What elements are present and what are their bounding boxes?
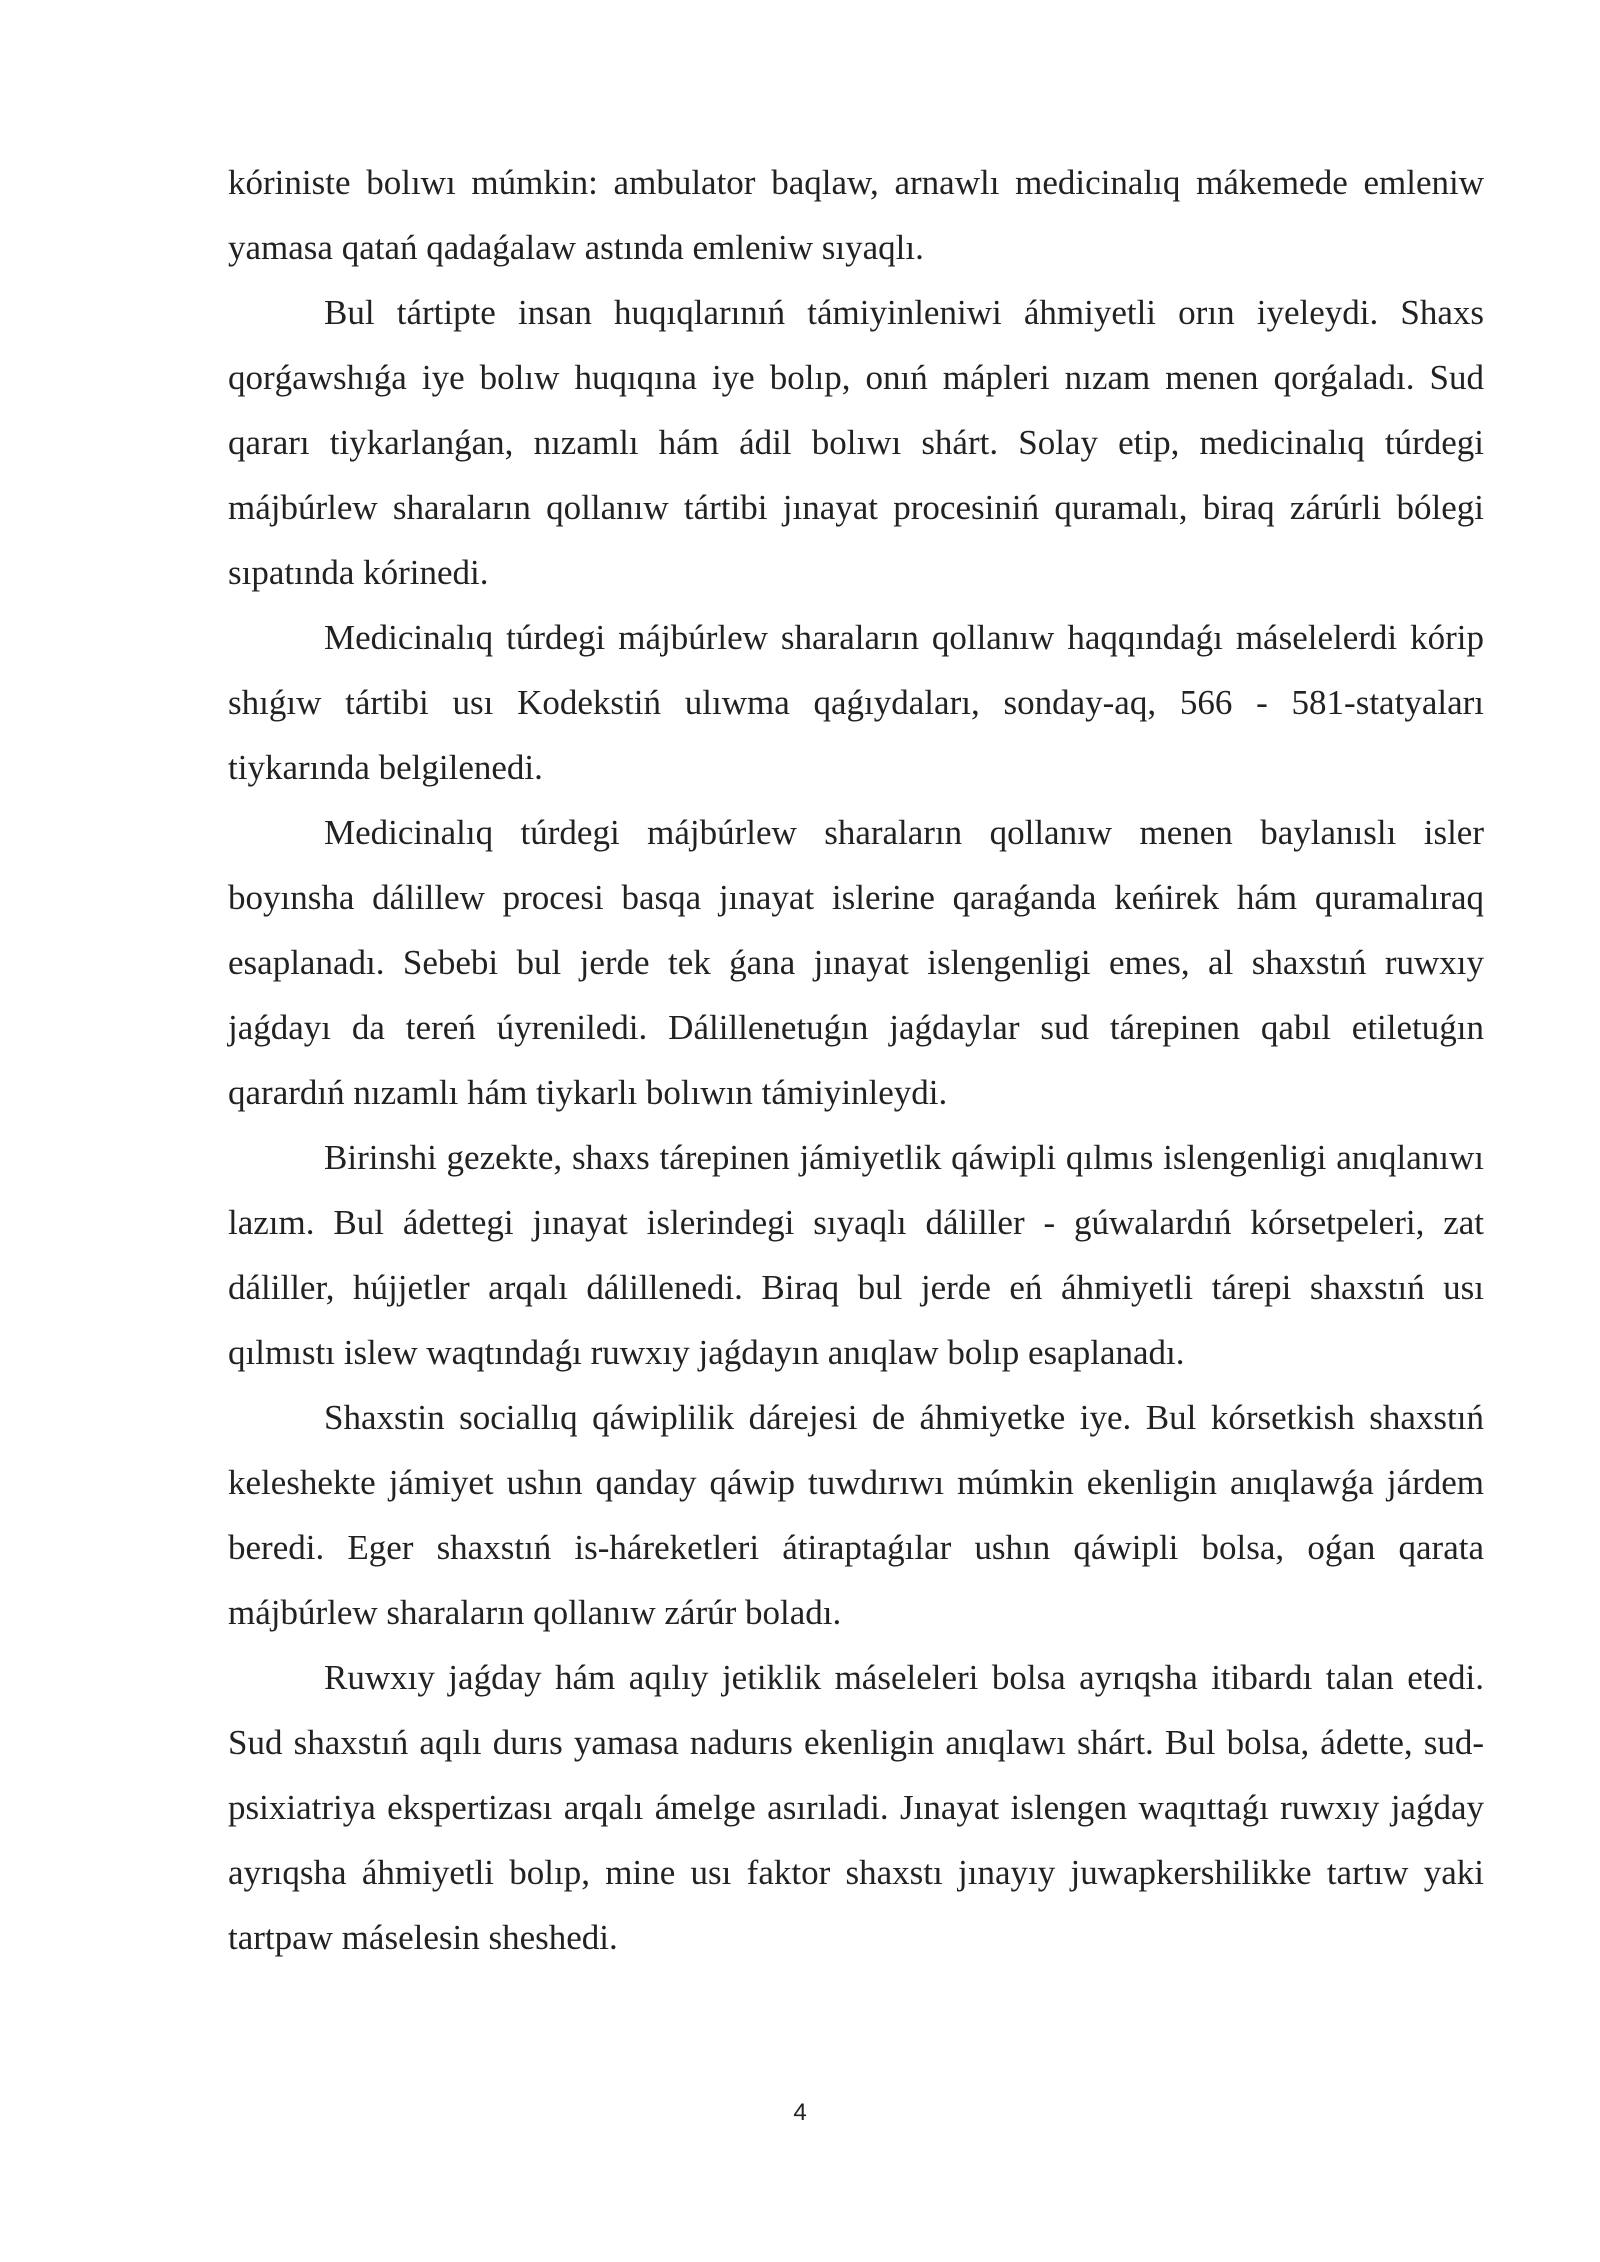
body-text xyxy=(228,150,1484,1970)
paragraph: Bul tártipte insan huqıqlarınıń támiyinleniwi áhmiyetli orın iyeleydi. Shaxs qorǵawshıǵa iye bolıw huqıqına iye bolıp, onıń mápleri nızam menen qorǵaladı. Sud qararı tiykarlanǵan, nızamlı hám ádil bolıwı shárt. Solay etip, medicinalıq túrdegi májbúrlew sharaların qollanıw tártibi jınayat procesiniń quramalı, biraq zárúrli bólegi sıpatında kórinedi. xyxy=(228,293,1484,592)
paragraph: Ruwxıy jaǵday hám aqılıy jetiklik máseleleri bolsa ayrıqsha itibardı talan etedi. Sud shaxstıń aqılı durıs yamasa nadurıs ekenligin anıqlawı shárt. Bul bolsa, ádette, sud-psixiatriya ekspertizası arqalı ámelge asırıladi. Jınayat islengen waqıttaǵı ruwxıy jaǵday ayrıqsha áhmiyetli bolıp, mine usı faktor shaxstı jınayıy juwapkershilikke tartıw yaki tartpaw máselesin sheshedi. xyxy=(228,1658,1484,1957)
paragraph: Shaxstin sociallıq qáwiplilik dárejesi de áhmiyetke iye. Bul kórsetkish shaxstıń keleshekte jámiyet ushın qanday qáwip tuwdırıwı múmkin ekenligin anıqlawǵa járdem beredi. Eger shaxstıń is-háreketleri átiraptaǵılar ushın qáwipli bolsa, oǵan qarata májbúrlew sharaların qollanıw zárúr boladı. xyxy=(228,1398,1484,1632)
paragraph: Medicinalıq túrdegi májbúrlew sharaların qollanıw menen baylanıslı isler boyınsha dálillew procesi basqa jınayat islerine qaraǵanda keńirek hám quramalıraq esaplanadı. Sebebi bul jerde tek ǵana jınayat islengenligi emes, al shaxstıń ruwxıy jaǵdayı da tereń úyreniledi. Dálillenetuǵın jaǵdaylar sud tárepinen qabıl etiletuǵın qarardıń nızamlı hám tiykarlı bolıwın támiyinleydi. xyxy=(228,813,1484,1112)
paragraph: Birinshi gezekte, shaxs tárepinen jámiyetlik qáwipli qılmıs islengenligi anıqlanıwı lazım. Bul ádettegi jınayat islerindegi sıyaqlı dáliller - gúwalardıń kórsetpeleri, zat dáliller, hújjetler arqalı dálillenedi. Biraq bul jerde eń áhmiyetli tárepi shaxstıń usı qılmıstı islew waqtındaǵı ruwxıy jaǵdayın anıqlaw bolıp esaplanadı. xyxy=(228,1138,1484,1372)
paragraph: Medicinalıq túrdegi májbúrlew sharaların qollanıw haqqındaǵı máselelerdi kórip shıǵıw tártibi usı Kodekstiń ulıwma qaǵıydaları, sonday-aq, 566 - 581-statyaları tiykarında belgilenedi. xyxy=(228,618,1484,787)
page-number: 4 xyxy=(793,2099,807,2126)
paragraph-continued: kóriniste bolıwı múmkin: ambulator baqlaw, arnawlı medicinalıq mákemede emleniw yamasa qatań qadaǵalaw astında emleniw sıyaqlı. xyxy=(228,163,1484,267)
